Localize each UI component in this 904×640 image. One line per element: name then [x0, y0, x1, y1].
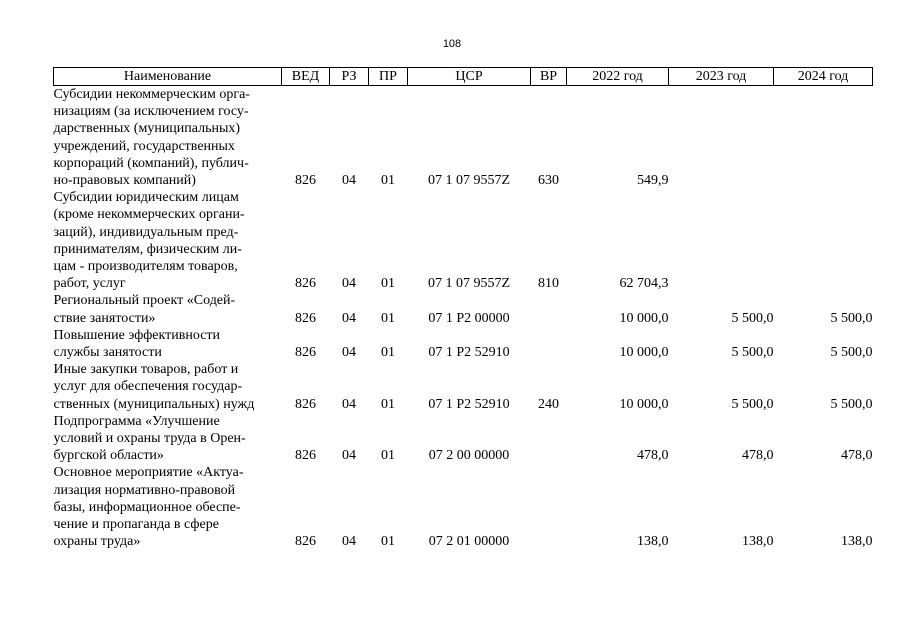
- row-rz-cell: 04: [342, 310, 356, 326]
- row-rz-cell: 04: [342, 276, 356, 292]
- row-pr-cell: 01: [381, 534, 395, 550]
- row-pr-cell: 01: [381, 276, 395, 292]
- row-name-cell: [54, 86, 282, 190]
- row-name-line: охраны труда»: [53, 534, 141, 550]
- row-y2022-cell: 478,0: [637, 448, 669, 464]
- row-csr-cell: 07 1 P2 52910: [428, 345, 510, 361]
- table-row: [54, 361, 873, 413]
- row-name-line: условий и охраны труда в Орен-: [53, 431, 246, 447]
- row-ved-cell: 826: [295, 276, 316, 292]
- row-y2022-cell: 549,9: [637, 173, 669, 189]
- row-name-line: лизация нормативно-правовой: [53, 482, 236, 498]
- row-ved-cell: 826: [295, 534, 316, 550]
- row-vr-cell: 630: [538, 173, 559, 189]
- row-y2022-cell: 10 000,0: [619, 310, 669, 326]
- row-ved-cell: 826: [295, 345, 316, 361]
- header-vr: ВР: [531, 68, 567, 86]
- row-y2023-cell: 5 500,0: [731, 345, 774, 361]
- row-ved-cell: 826: [295, 173, 316, 189]
- row-name-cell: [54, 292, 282, 326]
- row-name-line: Субсидии юридическим лицам: [53, 190, 239, 206]
- table-row: [54, 413, 873, 465]
- row-ved-cell: 826: [295, 396, 316, 412]
- table-row: [54, 292, 873, 326]
- row-vr-cell: [531, 413, 567, 465]
- row-ved-cell: 826: [295, 310, 316, 326]
- table-row: [54, 189, 873, 292]
- row-name-line: цам - производителям товаров,: [53, 259, 238, 275]
- row-rz-cell: 04: [342, 345, 356, 361]
- header-pr: ПР: [369, 68, 408, 86]
- table-body: [54, 86, 873, 551]
- table-header-row: [54, 68, 873, 86]
- row-y2024-cell: 5 500,0: [830, 310, 873, 326]
- row-csr-cell: 07 1 P2 52910: [428, 396, 510, 412]
- row-y2022-cell: 62 704,3: [619, 276, 669, 292]
- row-rz-cell: 04: [342, 396, 356, 412]
- row-csr-cell: 07 1 P2 00000: [428, 310, 510, 326]
- header-name: Наименование: [54, 68, 282, 86]
- row-name-line: принимателям, физическим ли-: [53, 241, 242, 257]
- header-ved: ВЕД: [282, 68, 330, 86]
- row-name-line: учреждений, государственных: [53, 138, 235, 154]
- row-y2023-cell: [669, 189, 774, 292]
- row-name-line: Основное мероприятие «Актуа-: [53, 465, 244, 481]
- row-name-line: службы занятости: [53, 345, 162, 361]
- row-y2023-cell: 5 500,0: [731, 310, 774, 326]
- table-row: [54, 464, 873, 550]
- table-row: [54, 327, 873, 361]
- row-name-line: ствие занятости»: [53, 310, 156, 326]
- row-csr-cell: 07 2 01 00000: [428, 534, 510, 550]
- row-y2022-cell: 10 000,0: [619, 345, 669, 361]
- row-name-cell: [54, 413, 282, 465]
- page-number: 108: [442, 38, 462, 50]
- row-name-line: заций), индивидуальным пред-: [53, 224, 239, 240]
- row-pr-cell: 01: [381, 396, 395, 412]
- row-name-cell: [54, 327, 282, 361]
- row-rz-cell: 04: [342, 534, 356, 550]
- row-name-line: дарственных (муниципальных): [53, 121, 241, 137]
- header-2022: 2022 год: [567, 68, 669, 86]
- row-name-line: услуг для обеспечения государ-: [53, 379, 243, 395]
- row-vr-cell: [531, 292, 567, 326]
- row-vr-cell: [531, 327, 567, 361]
- row-name-cell: [54, 189, 282, 292]
- header-rz: РЗ: [330, 68, 369, 86]
- row-pr-cell: 01: [381, 448, 395, 464]
- row-y2024-cell: 5 500,0: [830, 396, 873, 412]
- row-name-cell: [54, 464, 282, 550]
- row-name-line: ственных (муниципальных) нужд: [53, 396, 255, 412]
- row-name-line: но-правовых компаний): [53, 173, 196, 189]
- row-pr-cell: 01: [381, 173, 395, 189]
- row-name-line: Субсидии некоммерческим орга-: [53, 87, 250, 102]
- row-pr-cell: 01: [381, 345, 395, 361]
- row-csr-cell: 07 1 07 9557Z: [427, 276, 511, 292]
- row-y2023-cell: 478,0: [742, 448, 774, 464]
- row-pr-cell: 01: [381, 310, 395, 326]
- row-vr-cell: 240: [538, 396, 559, 412]
- row-ved-cell: 826: [295, 448, 316, 464]
- row-y2024-cell: 138,0: [841, 534, 873, 550]
- row-y2022-cell: 138,0: [637, 534, 669, 550]
- row-y2023-cell: 138,0: [742, 534, 774, 550]
- row-csr-cell: 07 2 00 00000: [428, 448, 510, 464]
- row-y2024-cell: [774, 86, 873, 190]
- row-y2024-cell: 478,0: [841, 448, 873, 464]
- row-vr-cell: 810: [538, 276, 559, 292]
- row-vr-cell: [531, 464, 567, 550]
- row-y2023-cell: 5 500,0: [731, 396, 774, 412]
- row-y2024-cell: 5 500,0: [830, 345, 873, 361]
- header-2024: 2024 год: [774, 68, 873, 86]
- row-name-line: (кроме некоммерческих органи-: [53, 207, 245, 223]
- row-name-line: бургской области»: [53, 448, 164, 464]
- row-name-line: базы, информационное обеспе-: [53, 499, 241, 515]
- row-name-line: работ, услуг: [53, 276, 126, 292]
- row-name-line: Повышение эффективности: [53, 327, 221, 343]
- header-csr: ЦСР: [408, 68, 531, 86]
- row-rz-cell: 04: [342, 448, 356, 464]
- row-name-line: низациям (за исключением госу-: [53, 104, 249, 120]
- row-y2024-cell: [774, 189, 873, 292]
- row-name-line: чение и пропаганда в сфере: [53, 517, 219, 533]
- row-name-line: Подпрограмма «Улучшение: [53, 413, 220, 429]
- row-name-line: корпораций (компаний), публич-: [53, 155, 249, 171]
- row-csr-cell: 07 1 07 9557Z: [427, 173, 511, 189]
- budget-table: [53, 67, 873, 550]
- row-y2023-cell: [669, 86, 774, 190]
- row-name-line: Региональный проект «Содей-: [53, 293, 236, 309]
- table-row: [54, 86, 873, 190]
- header-2023: 2023 год: [669, 68, 774, 86]
- row-rz-cell: 04: [342, 173, 356, 189]
- row-name-line: Иные закупки товаров, работ и: [53, 362, 239, 378]
- row-y2022-cell: 10 000,0: [619, 396, 669, 412]
- row-name-cell: [54, 361, 282, 413]
